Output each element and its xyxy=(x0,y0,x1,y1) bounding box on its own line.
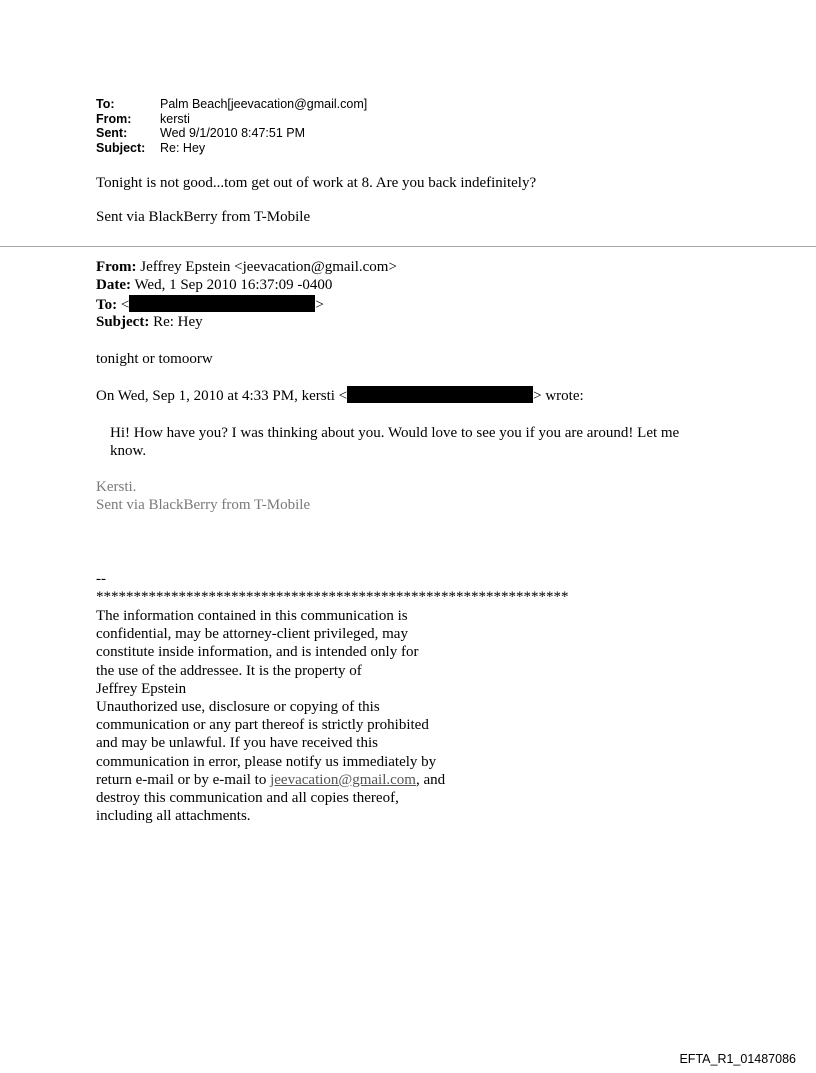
disclaimer-stars: *************************************************************** xyxy=(96,589,569,605)
disclaimer-line10-suffix: , and xyxy=(415,771,446,788)
reply-signature: Sent via BlackBerry from T-Mobile xyxy=(96,209,311,225)
disclaimer-line: constitute inside information, and is intended only for xyxy=(96,644,419,661)
quoted-date-value: Wed, 1 Sep 2010 16:37:09 -0400 xyxy=(134,277,333,293)
quoted-subject-label: Subject: xyxy=(96,314,150,330)
email-link[interactable]: jeevacation@gmail.com xyxy=(270,771,416,788)
header-subject-row xyxy=(96,141,367,156)
disclaimer-line: Jeffrey Epstein xyxy=(96,680,187,697)
original-message: Hi! How have you? I was thinking about you. Would love to see you if you are around! Let me know. xyxy=(110,425,680,459)
disclaimer-line: including all attachments. xyxy=(96,808,251,825)
disclaimer-line: communication or any part thereof is strictly prohibited xyxy=(96,717,429,734)
confidentiality-disclaimer xyxy=(96,607,516,825)
quoted-to-close: > xyxy=(315,297,324,313)
from-value: kersti xyxy=(160,111,190,126)
disclaimer-line: the use of the addressee. It is the property of xyxy=(96,662,362,679)
message-divider xyxy=(0,246,816,247)
email-header xyxy=(96,97,367,155)
redaction-box xyxy=(129,295,315,312)
from-label: From: xyxy=(96,111,132,126)
quoted-from-value: Jeffrey Epstein <jeevacation@gmail.com> xyxy=(140,259,397,275)
header-sent-row xyxy=(96,126,367,141)
header-from-row xyxy=(96,112,367,127)
original-signature-device: Sent via BlackBerry from T-Mobile xyxy=(96,497,311,513)
disclaimer-dashes: -- xyxy=(96,571,106,587)
quoted-to-row xyxy=(96,295,324,314)
quoted-date-row xyxy=(96,276,332,294)
quoted-date-label: Date: xyxy=(96,277,131,293)
quoted-to-label: To: xyxy=(96,297,118,313)
header-to-row xyxy=(96,97,367,112)
quoted-to-open: < xyxy=(120,297,130,313)
attribution-prefix: On Wed, Sep 1, 2010 at 4:33 PM, kersti < xyxy=(96,388,348,404)
quoted-from-label: From: xyxy=(96,259,137,275)
disclaimer-line: The information contained in this communication is xyxy=(96,608,408,624)
reply-body: Tonight is not good...tom get out of work at 8. Are you back indefinitely? xyxy=(96,175,537,191)
quoted-from-row xyxy=(96,258,397,276)
attribution-line xyxy=(96,386,584,405)
document-id: EFTA_R1_01487086 xyxy=(679,1052,796,1066)
redaction-box xyxy=(347,386,533,403)
sent-value: Wed 9/1/2010 8:47:51 PM xyxy=(160,126,306,141)
sent-label: Sent: xyxy=(96,126,128,141)
subject-value: Re: Hey xyxy=(160,140,206,155)
quoted-subject-value: Re: Hey xyxy=(153,314,203,330)
to-value: Palm Beach[jeevacation@gmail.com] xyxy=(160,97,368,111)
to-label: To: xyxy=(96,97,115,111)
original-signature-name: Kersti. xyxy=(96,479,137,495)
epstein-reply: tonight or tomoorw xyxy=(96,351,213,367)
subject-label: Subject: xyxy=(96,140,146,155)
attribution-suffix: > wrote: xyxy=(533,388,584,404)
disclaimer-line: Unauthorized use, disclosure or copying of this xyxy=(96,699,380,716)
quoted-subject-row xyxy=(96,313,203,331)
disclaimer-line: destroy this communication and all copies thereof, xyxy=(96,790,399,807)
disclaimer-line10-prefix: return e-mail or by e-mail to xyxy=(96,771,271,788)
disclaimer-line: communication in error, please notify us immediately by xyxy=(96,753,437,770)
disclaimer-line-with-link xyxy=(96,771,516,789)
disclaimer-line: confidential, may be attorney-client privileged, may xyxy=(96,626,408,643)
disclaimer-line: and may be unlawful. If you have received this xyxy=(96,735,378,752)
